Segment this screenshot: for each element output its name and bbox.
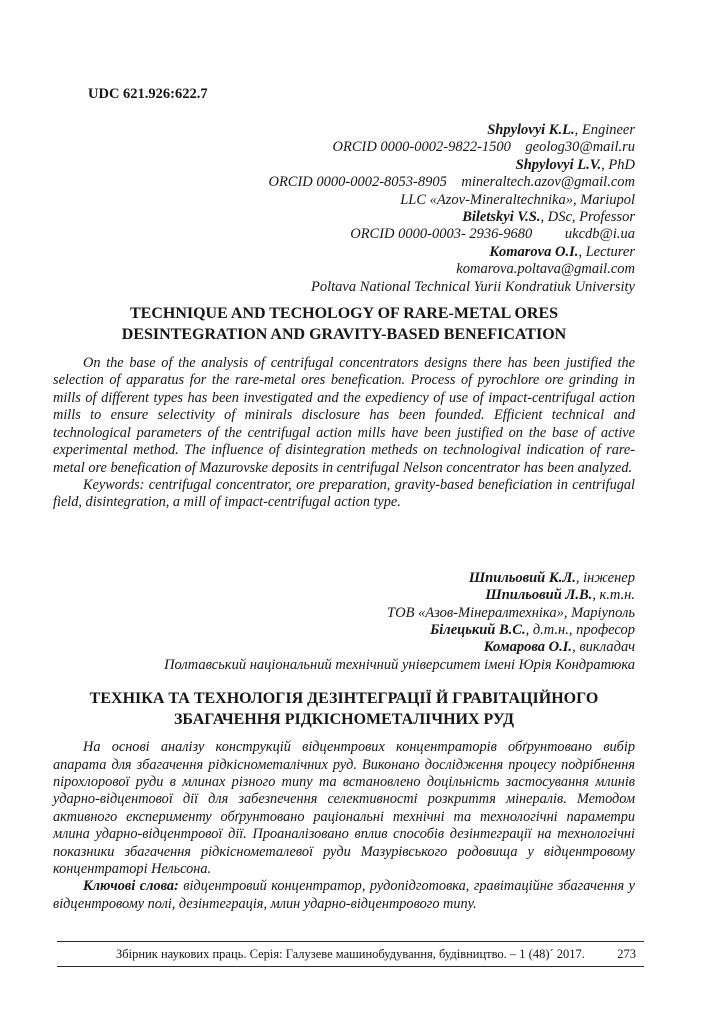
keywords-text-en: centrifugal concentrator, ore preparation, gravity-based beneficiation in centrifugal field, disintegration, a mill of impact-centrifugal action type. xyxy=(53,476,635,511)
author-detail: Poltava National Technical Yurii Kondratiuk University xyxy=(311,278,635,295)
author-detail: ТОВ «Азов-Мінералтехніка», Маріуполь xyxy=(387,604,635,621)
author-line xyxy=(53,639,635,656)
keywords-en xyxy=(53,477,635,512)
author-detail: , PhD xyxy=(601,156,635,173)
author-line xyxy=(53,587,635,604)
page-number: 273 xyxy=(617,947,636,961)
keywords-ua xyxy=(53,878,635,913)
author-line xyxy=(53,261,635,278)
author-line xyxy=(53,279,635,296)
author-detail: LLC «Azov-Mineraltechnika», Mariupol xyxy=(400,191,635,208)
author-line xyxy=(53,174,635,191)
author-detail: , інженер xyxy=(575,569,635,586)
author-detail: Полтавський національний технічний університет імені Юрія Кондратюка xyxy=(164,656,635,673)
author-detail: , DSc, Professor xyxy=(540,209,635,226)
author-line xyxy=(53,157,635,174)
journal-reference: Збірник наукових праць. Серія: Галузеве машинобудування, будівництво. – 1 (48)´ 2017. xyxy=(116,947,585,961)
author-name: Шпильовий Л.В. xyxy=(485,587,593,604)
author-detail: ORCID 0000-0003- 2936-9680 ukcdb@i.ua xyxy=(350,226,635,243)
author-detail: komarova.poltava@gmail.com xyxy=(456,261,635,278)
author-line xyxy=(53,226,635,243)
author-name: Комарова О.І. xyxy=(483,639,573,656)
authors-block-en xyxy=(53,122,635,296)
authors-block-ua xyxy=(53,570,635,674)
author-name: Biletskyi V.S. xyxy=(462,209,541,226)
article-title-en: TECHNIQUE AND TECHOLOGY OF RARE-METAL ORES DESINTEGRATION AND GRAVITY-BASED BENEFICATION xyxy=(121,305,567,344)
abstract-en: On the base of the analysis of centrifugal concentrators designs there has been justified the selection of apparatus for the rare-metal ores benefication. Process of pyrochlore ore grinding in mills of different types has been investigated and the expediency of use of impact-centrifugal action mills to ensure selectivity of minirals disclosure has been founded. Efficient technical and technological parameters of the centrifugal action mills have been justified on the base of active experimental method. The influence of disintegration metheds on technologival indication of rare-metal ore benefication of Mazurovske deposits in centrifugal Nelson concentrator has been analyzed. xyxy=(53,355,635,476)
author-detail: , викладач xyxy=(572,639,635,656)
author-line xyxy=(53,139,635,156)
author-line xyxy=(53,244,635,261)
keywords-label-ua: Ключові слова: xyxy=(83,878,179,895)
author-name: Білецький В.С. xyxy=(430,621,526,638)
page-footer xyxy=(57,941,644,967)
author-line xyxy=(53,622,635,639)
author-line xyxy=(53,122,635,139)
author-name: Shpylovyi L.V. xyxy=(515,156,602,173)
keywords-label-en: Keywords: xyxy=(83,476,145,493)
author-line xyxy=(53,192,635,209)
author-name: Shpylovyi K.L. xyxy=(487,122,575,138)
udc-code: UDC 621.926:622.7 xyxy=(88,86,208,102)
author-detail: , Engineer xyxy=(574,122,635,138)
article-title-ua: ТЕХНІКА ТА ТЕХНОЛОГІЯ ДЕЗІНТЕГРАЦІЇ Й ГРАВІТАЦІЙНОГО ЗБАГАЧЕННЯ РІДКІСНОМЕТАЛІЧНИХ РУД xyxy=(89,690,599,729)
author-detail: ORCID 0000-0002-8053-8905 mineraltech.azov@gmail.com xyxy=(268,174,635,191)
author-line xyxy=(53,605,635,622)
author-detail: ORCID 0000-0002-9822-1500 geolog30@mail.ru xyxy=(332,139,635,156)
author-name: Шпильовий К.Л. xyxy=(468,569,576,586)
page-content xyxy=(53,0,635,913)
keywords-text-ua: відцентровий концентратор, рудопідготовка, гравітаційне збагачення у відцентровому полі, дезінтеграція, млин ударно-відцентрового типу. xyxy=(53,878,635,912)
author-detail: , к.т.н. xyxy=(592,587,635,604)
author-detail: , д.т.н., професор xyxy=(525,621,635,638)
author-name: Komarova O.I. xyxy=(489,243,579,260)
author-detail: , Lecturer xyxy=(578,243,635,260)
author-line xyxy=(53,657,635,674)
abstract-ua: На основі аналізу конструкцій відцентрових концентраторів обґрунтовано вибір апарата для збагачення рідкіснометалічних руд. Виконано дослідження процесу подрібнення пірохлорової руди в млинах різного типу та встановлено доцільність застосування млинів ударно-відцентової дії для забезпечення селективності розкриття мінералів. Методом активного експерименту обґрунтовано раціональні технічні та технологічні параметри млина ударно-відцентрової дії. Проаналізовано вплив способів дезінтеграції на технологічні показники збагачення рідкіснометалевої руди Мазурівського родовища у відцентровому концентраторі Нельсона. xyxy=(53,739,635,877)
author-line xyxy=(53,209,635,226)
author-line xyxy=(53,570,635,587)
